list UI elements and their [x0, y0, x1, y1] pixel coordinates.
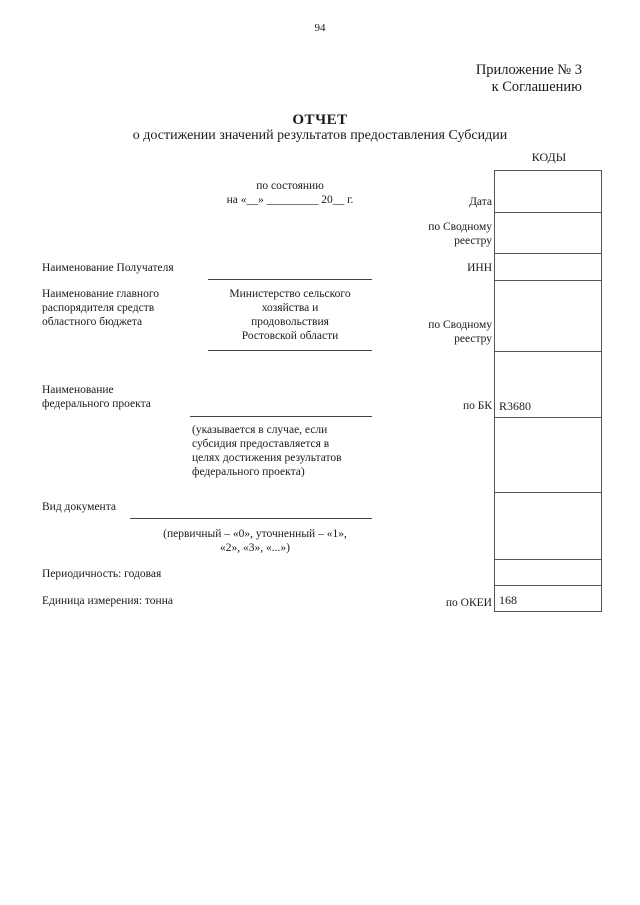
recipient-underline — [208, 279, 372, 280]
code-cell-document-type — [495, 493, 601, 560]
document-type-underline — [130, 518, 372, 519]
label-unit: Единица измерения: тонна — [42, 595, 173, 607]
label-federal-project: Наименование федерального проекта — [42, 384, 151, 410]
bk-code-value: R3680 — [499, 399, 532, 413]
federal-project-underline — [190, 416, 372, 417]
report-subtitle: о достижении значений результатов предоставления Субсидии — [132, 128, 508, 143]
code-cell-okei — [495, 586, 601, 611]
code-cell-register-2 — [495, 281, 601, 352]
label-recipient: Наименование Получателя — [42, 262, 174, 274]
code-cell-date — [495, 171, 601, 213]
report-title: ОТЧЕТ — [292, 112, 348, 128]
document-type-note: (первичный – «0», уточненный – «1», «2», «3», «...») — [163, 528, 347, 554]
code-cell-periodicity — [495, 560, 601, 586]
label-consolidated-register-1: по Сводному реестру — [428, 221, 492, 247]
label-periodicity: Периодичность: годовая — [42, 568, 162, 580]
ministry-underline — [208, 350, 372, 351]
label-document-type: Вид документа — [42, 501, 116, 513]
label-okei: по ОКЕИ — [445, 597, 492, 609]
appendix-note — [476, 62, 582, 96]
appendix-line-1: Приложение № 3 — [475, 62, 582, 78]
ministry-name: Министерство сельского хозяйства и продовольствия Ростовской области — [229, 288, 351, 342]
page-number: 94 — [314, 22, 326, 34]
appendix-line-2: к Соглашению — [491, 79, 582, 95]
label-main-manager: Наименование главного распорядителя средств областного бюджета — [42, 288, 160, 328]
label-consolidated-register-2: по Сводному реестру — [428, 319, 492, 345]
codes-header: КОДЫ — [531, 150, 567, 164]
label-date: Дата — [469, 196, 492, 208]
as-of-line-1: по состоянию — [256, 180, 324, 192]
label-bk: по БК — [462, 400, 492, 412]
code-cell-bk — [495, 352, 601, 418]
code-cell-register-1 — [495, 213, 601, 254]
okei-code-value: 168 — [499, 593, 517, 607]
code-cell-inn — [495, 254, 601, 281]
code-cell-empty-1 — [495, 418, 601, 493]
federal-project-note: (указывается в случае, если субсидия предоставляется в целях достижения результатов федерального проекта) — [192, 424, 342, 478]
as-of-date — [200, 179, 380, 207]
as-of-line-2: на «__» _________ 20__ г. — [226, 194, 354, 206]
codes-table — [494, 170, 602, 612]
label-inn: ИНН — [467, 262, 492, 274]
